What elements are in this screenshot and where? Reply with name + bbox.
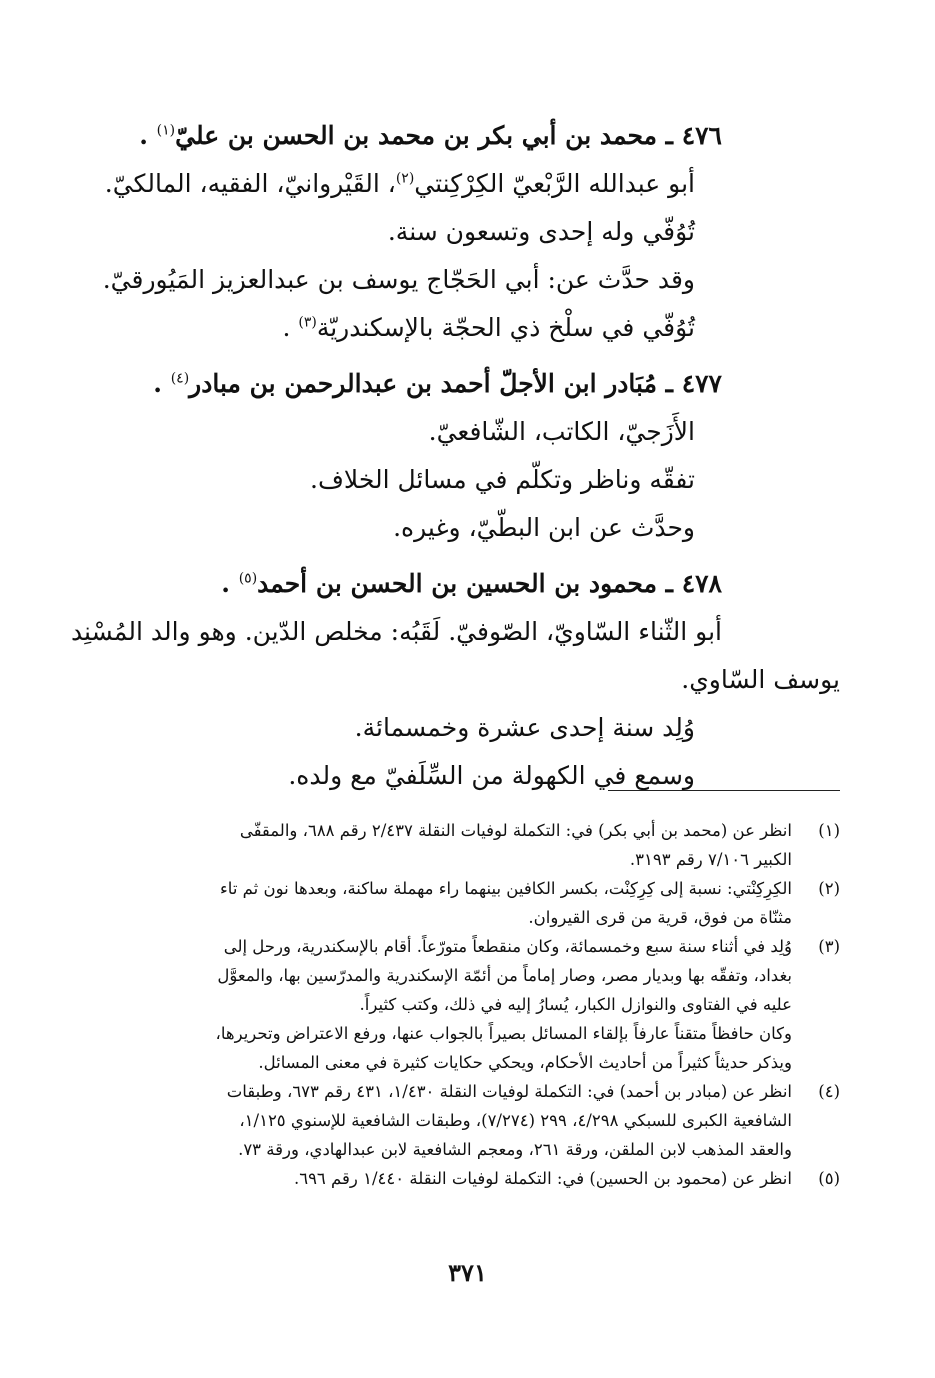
- entry-476-line: وقد حدَّث عن: أبي الحَجّاج يوسف بن عبدالعزيز المَيُورقيّ.: [102, 265, 695, 294]
- entry-477-line: تفقّه وناظر وتكلّم في مسائل الخلاف.: [310, 465, 695, 494]
- footnote-line: الكِرِكِنْتي: نسبة إلى كِرِكِنْت، بكسر الكافين بينهما راء مهملة ساكنة، وبعدها نون ثم تاء: [220, 879, 792, 898]
- footnote-line: الكبير ٧/١٠٦ رقم ٣١٩٣.: [629, 850, 792, 869]
- entry-476-line: أبو عبدالله الرَّبْعيّ الكِرْكِنتي$^{(٢)}$، القَيْروانيّ، الفقيه، المالكيّ.: [104, 169, 695, 198]
- footnote-line: عليه في الفتاوى والنوازل الكبار، يُسارُ إليه في ذلك، وكتب كثيراً.: [359, 995, 792, 1014]
- footnote-line: ويذكر حديثاً كثيراً من أحاديث الأحكام، ويحكي حكايات كثيرة في معنى المسائل.: [258, 1053, 792, 1072]
- entry-476-heading: ٤٧٦ ـ محمد بن أبي بكر بن محمد بن الحسن بن عليّ$^{(١)}$ .: [139, 121, 722, 150]
- footnote-1: [95, 816, 840, 874]
- entry-478-line: يوسف السّاوي.: [681, 665, 840, 694]
- footnote-ref-2: (٢): [395, 170, 415, 187]
- footnote-separator: [608, 790, 840, 791]
- footnote-line: انظر عن (محمد بن أبي بكر) في: التكملة لوفيات النقلة ٢/٤٣٧ رقم ٦٨٨، والمقفّى: [239, 821, 792, 840]
- entry-478-line: وسمع في الكهولة من السِّلَفيّ مع ولده.: [288, 761, 695, 790]
- footnote-number: (٢): [818, 879, 840, 898]
- entry-478-heading: ٤٧٨ ـ محمود بن الحسين بن الحسن بن أحمد$^{(٥)}$ .: [221, 569, 722, 598]
- footnote-line: انظر عن (محمود بن الحسين) في: التكملة لوفيات النقلة ١/٤٤٠ رقم ٦٩٦.: [293, 1169, 792, 1188]
- footnote-ref-5: (٥): [238, 570, 258, 587]
- footnote-line: والعقد المذهب لابن الملقن، ورقة ٢٦١، ومعجم الشافعية لابن عبدالهادي، ورقة ٧٣.: [238, 1140, 792, 1159]
- footnote-line: انظر عن (مبادر بن أحمد) في: التكملة لوفيات النقلة ١/٤٣٠، ٤٣١ رقم ٦٧٣، وطبقات: [226, 1082, 792, 1101]
- entry-476-line: تُوُفّي في سلْخ ذي الحجّة بالإسكندريّة$^{(٣)}$ .: [282, 313, 695, 342]
- entry-477-heading: ٤٧٧ ـ مُبَادر ابن الأجلّ أحمد بن عبدالرحمن بن مبادر$^{(٤)}$ .: [153, 369, 722, 398]
- entry-476-line: تُوُفّي وله إحدى وتسعون سنة.: [387, 217, 695, 246]
- footnote-line: بغداد، وتفقّه بها وبديار مصر، وصار إماماً من أئمّة الإسكندرية والمدرّسين بها، والمعوَّل: [217, 966, 792, 985]
- footnote-ref-4: (٤): [170, 370, 190, 387]
- entry-478-line: أبو الثّناء السّاويّ، الصّوفيّ. لَقَبُه: مخلص الدّين. وهو والد المُسْنِد: [70, 617, 722, 646]
- footnote-number: (٥): [818, 1169, 840, 1188]
- entry-477-line: وحدَّث عن ابن البطّيّ، وغيره.: [393, 513, 695, 542]
- footnote-3: [95, 932, 840, 1077]
- footnote-2: [95, 874, 840, 932]
- footnote-line: وكان حافظاً متقناً عارفاً بإلقاء المسائل بصيراً بالجواب عنها، ورفع الاعتراض وتحريرها،: [215, 1024, 792, 1043]
- entry-478-line: وُلِد سنة إحدى عشرة وخمسمائة.: [354, 713, 695, 742]
- footnote-4: [95, 1077, 840, 1164]
- footnote-5: [95, 1164, 840, 1193]
- entry-477-line: الأَزَجيّ، الكاتب، الشّافعيّ.: [428, 417, 695, 446]
- footnote-line: الشافعية الكبرى للسبكي ٤/٢٩٨، ٢٩٩ (٧/٢٧٤)، وطبقات الشافعية للإسنوي ١/١٢٥،: [239, 1111, 792, 1130]
- footnotes: [95, 816, 840, 1193]
- footnote-line: وُلِد في أثناء سنة سبع وخمسمائة، وكان منقطعاً متورّعاً. أقام بالإسكندرية، ورحل إلى: [223, 937, 792, 956]
- footnote-ref-3: (٣): [298, 314, 317, 331]
- footnote-number: (٤): [818, 1082, 840, 1101]
- page-number: ٣٧١: [448, 1258, 487, 1287]
- footnote-ref-1: (١): [156, 122, 176, 139]
- footnote-number: (١): [818, 821, 840, 840]
- main-text: [70, 112, 840, 800]
- footnote-number: (٣): [818, 937, 840, 956]
- footnote-line: مثنّاة من فوق، قرية من قرى القيروان.: [528, 908, 792, 927]
